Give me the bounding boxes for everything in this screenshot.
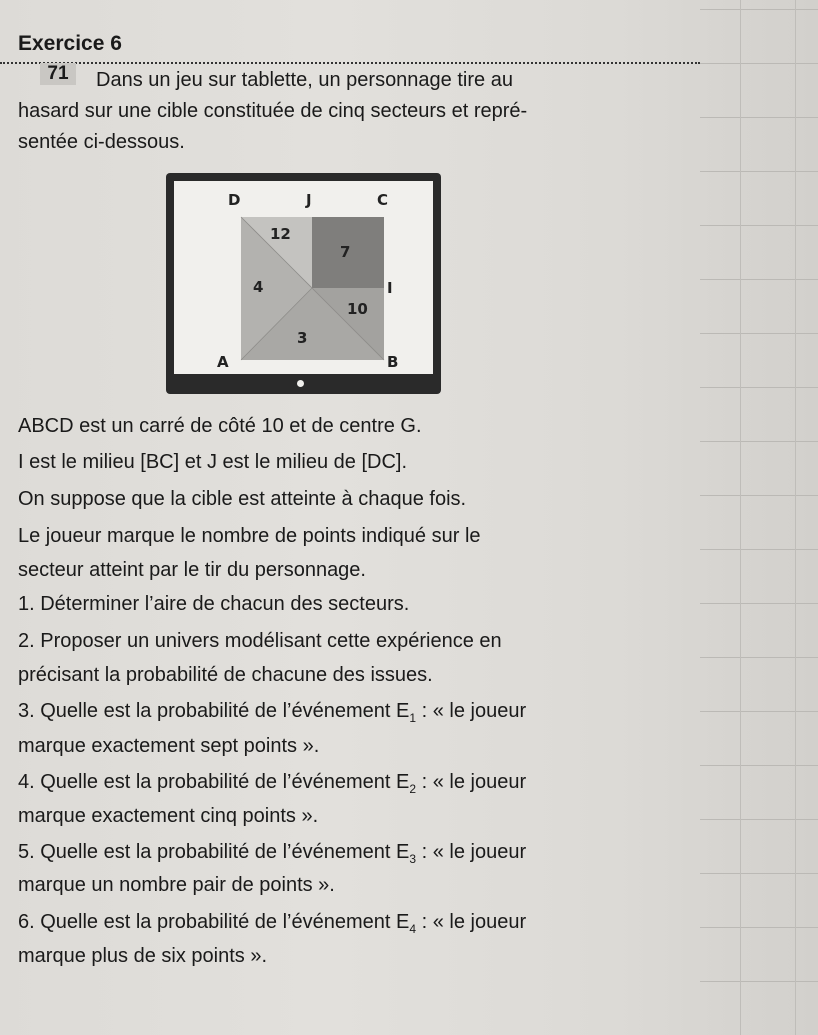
question-1: 1. Déterminer l’aire de chacun des secteurs. — [18, 593, 410, 615]
question-text: 4. Quelle est la probabilité de l’événement E — [18, 771, 410, 793]
tablet-frame — [166, 173, 441, 394]
question-2: 2. Proposer un univers modélisant cette expérience en — [18, 630, 502, 652]
target-figure — [174, 181, 433, 374]
intro-line: hasard sur une cible constituée de cinq secteurs et repré- — [18, 100, 528, 122]
question-text: 5. Quelle est la probabilité de l’événement E — [18, 841, 410, 863]
question-5 — [18, 841, 526, 866]
label-D: D — [228, 191, 241, 209]
intro-line: sentée ci-dessous. — [18, 131, 185, 153]
event-subscript: 3 — [409, 852, 417, 866]
sector-label-10: 10 — [347, 300, 368, 318]
question-text: : « le joueur — [416, 841, 527, 863]
event-subscript: 2 — [409, 782, 417, 796]
sector-label-3: 3 — [297, 329, 308, 347]
question-text: : « le joueur — [416, 911, 527, 933]
question-text: 3. Quelle est la probabilité de l’événement E — [18, 700, 410, 722]
grid-margin — [700, 0, 818, 1035]
body-line: ABCD est un carré de côté 10 et de centre G. — [18, 415, 422, 437]
label-J: J — [306, 191, 312, 209]
question-3 — [18, 700, 526, 725]
tablet-home-button — [297, 380, 304, 387]
body-line: I est le milieu [BC] et J est le milieu de [DC]. — [18, 451, 408, 473]
sector-label-4: 4 — [253, 278, 264, 296]
question-4-cont: marque exactement cinq points ». — [18, 805, 319, 827]
question-3-cont: marque exactement sept points ». — [18, 735, 320, 757]
sector-label-7: 7 — [340, 243, 351, 261]
dotted-separator — [0, 62, 700, 64]
exercise-title: Exercice 6 — [18, 32, 122, 55]
intro-paragraph — [18, 65, 698, 158]
tablet-screen — [174, 181, 433, 374]
question-text: : « le joueur — [416, 771, 527, 793]
event-subscript: 4 — [409, 922, 417, 936]
question-5-cont: marque un nombre pair de points ». — [18, 874, 335, 896]
question-2-cont: précisant la probabilité de chacune des issues. — [18, 664, 433, 686]
label-A: A — [217, 353, 229, 371]
body-line: On suppose que la cible est atteinte à chaque fois. — [18, 488, 467, 510]
exercise-number-badge: 71 — [40, 63, 76, 85]
question-6-cont: marque plus de six points ». — [18, 945, 268, 967]
body-line: secteur atteint par le tir du personnage. — [18, 559, 366, 581]
label-I: I — [387, 279, 393, 297]
sector-label-12: 12 — [270, 225, 291, 243]
intro-line: Dans un jeu sur tablette, un personnage tire au — [96, 69, 513, 91]
body-line: Le joueur marque le nombre de points indiqué sur le — [18, 525, 481, 547]
question-text: : « le joueur — [416, 700, 527, 722]
question-text: 6. Quelle est la probabilité de l’événement E — [18, 911, 410, 933]
label-C: C — [377, 191, 389, 209]
question-4 — [18, 771, 526, 796]
label-B: B — [387, 353, 399, 371]
event-subscript: 1 — [409, 711, 417, 725]
question-6 — [18, 911, 526, 936]
